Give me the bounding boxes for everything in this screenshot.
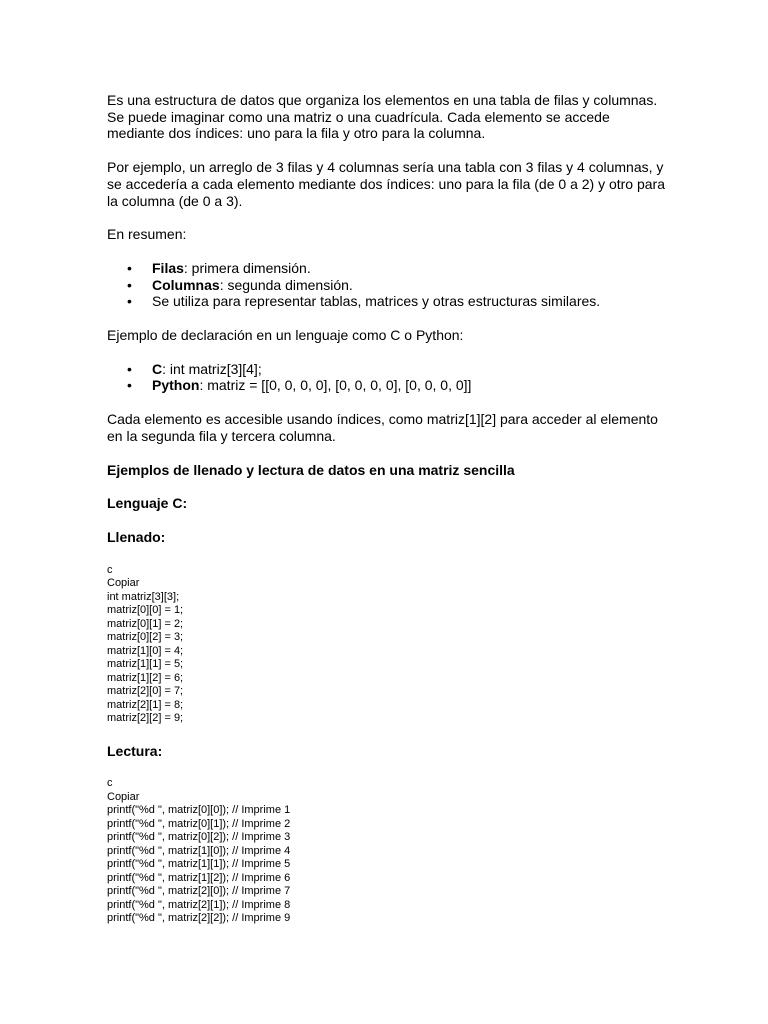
list-item-text: Se utiliza para representar tablas, matrices y otras estructuras similares. xyxy=(152,293,601,310)
code-line: int matriz[3][3]; xyxy=(107,590,180,603)
code-line: printf("%d ", matriz[2][0]); // Imprime 7 xyxy=(107,885,291,898)
access-line: en la segunda fila y tercera columna. xyxy=(107,427,336,444)
summary-list xyxy=(107,260,667,310)
list-item-term: Filas xyxy=(152,259,184,276)
code-line: printf("%d ", matriz[2][1]); // Imprime 8 xyxy=(107,898,291,911)
list-item-text: : segunda dimensión. xyxy=(219,276,353,293)
code-line: matriz[2][1] = 8; xyxy=(107,698,184,711)
examples-title: Ejemplos de llenado y lectura de datos en una matriz sencilla xyxy=(107,461,515,478)
declaration-list xyxy=(107,361,667,394)
fill-code-block xyxy=(107,564,667,726)
summary-label: En resumen: xyxy=(107,226,187,243)
intro-paragraph-2 xyxy=(107,159,667,209)
code-line: printf("%d ", matriz[1][2]); // Imprime 6 xyxy=(107,871,291,884)
list-item-term: C xyxy=(152,360,163,377)
list-item-text: : int matriz[3][4]; xyxy=(162,360,262,377)
access-paragraph xyxy=(107,411,667,444)
code-line: matriz[2][0] = 7; xyxy=(107,685,184,698)
list-item xyxy=(107,260,667,277)
intro-line: mediante dos índices: uno para la fila y otro para la columna. xyxy=(107,125,486,142)
code-line: printf("%d ", matriz[0][0]); // Imprime 1 xyxy=(107,804,291,817)
intro-line: Es una estructura de datos que organiza los elementos en una tabla de filas y columnas. xyxy=(107,92,658,108)
list-item-term: Python xyxy=(152,377,200,394)
copy-label[interactable]: Copiar xyxy=(107,577,140,590)
code-language-label: c xyxy=(107,777,113,790)
code-line: printf("%d ", matriz[1][0]); // Imprime 4 xyxy=(107,844,291,857)
fill-heading: Llenado: xyxy=(107,528,166,545)
code-line: printf("%d ", matriz[1][1]); // Imprime 5 xyxy=(107,858,291,871)
document-page xyxy=(107,92,667,926)
code-line: matriz[1][1] = 5; xyxy=(107,658,184,671)
code-language-label: c xyxy=(107,563,113,576)
list-item xyxy=(107,277,667,294)
code-line: matriz[0][1] = 2; xyxy=(107,617,184,630)
code-line: matriz[2][2] = 9; xyxy=(107,712,184,725)
intro-line: la columna (de 0 a 3). xyxy=(107,192,243,209)
intro-paragraph-1 xyxy=(107,92,667,142)
list-item-text: : matriz = [[0, 0, 0, 0], [0, 0, 0, 0], [0, 0, 0, 0]] xyxy=(199,377,472,394)
read-code-block xyxy=(107,777,667,926)
code-line: printf("%d ", matriz[2][2]); // Imprime 9 xyxy=(107,912,291,925)
intro-line: Por ejemplo, un arreglo de 3 filas y 4 columnas sería una tabla con 3 filas y 4 columnas, y xyxy=(107,159,664,176)
code-line: matriz[0][2] = 3; xyxy=(107,631,184,644)
list-item xyxy=(107,293,667,310)
code-line: matriz[0][0] = 1; xyxy=(107,604,184,617)
list-item-text: : primera dimensión. xyxy=(183,259,311,276)
list-item-term: Columnas xyxy=(152,276,220,293)
declaration-intro: Ejemplo de declaración en un lenguaje como C o Python: xyxy=(107,327,464,344)
code-line: matriz[1][0] = 4; xyxy=(107,644,184,657)
intro-line: Se puede imaginar como una matriz o una cuadrícula. Cada elemento se accede xyxy=(107,108,610,125)
code-line: matriz[1][2] = 6; xyxy=(107,671,184,684)
code-line: printf("%d ", matriz[0][2]); // Imprime 3 xyxy=(107,831,291,844)
copy-label[interactable]: Copiar xyxy=(107,790,140,803)
code-line: printf("%d ", matriz[0][1]); // Imprime 2 xyxy=(107,817,291,830)
language-heading: Lenguaje C: xyxy=(107,495,188,512)
list-item xyxy=(107,361,667,378)
read-heading: Lectura: xyxy=(107,742,163,759)
access-line: Cada elemento es accesible usando índices, como matriz[1][2] para acceder al elemento xyxy=(107,411,658,428)
intro-line: se accedería a cada elemento mediante dos índices: uno para la fila (de 0 a 2) y otro para xyxy=(107,175,666,192)
list-item xyxy=(107,377,667,394)
